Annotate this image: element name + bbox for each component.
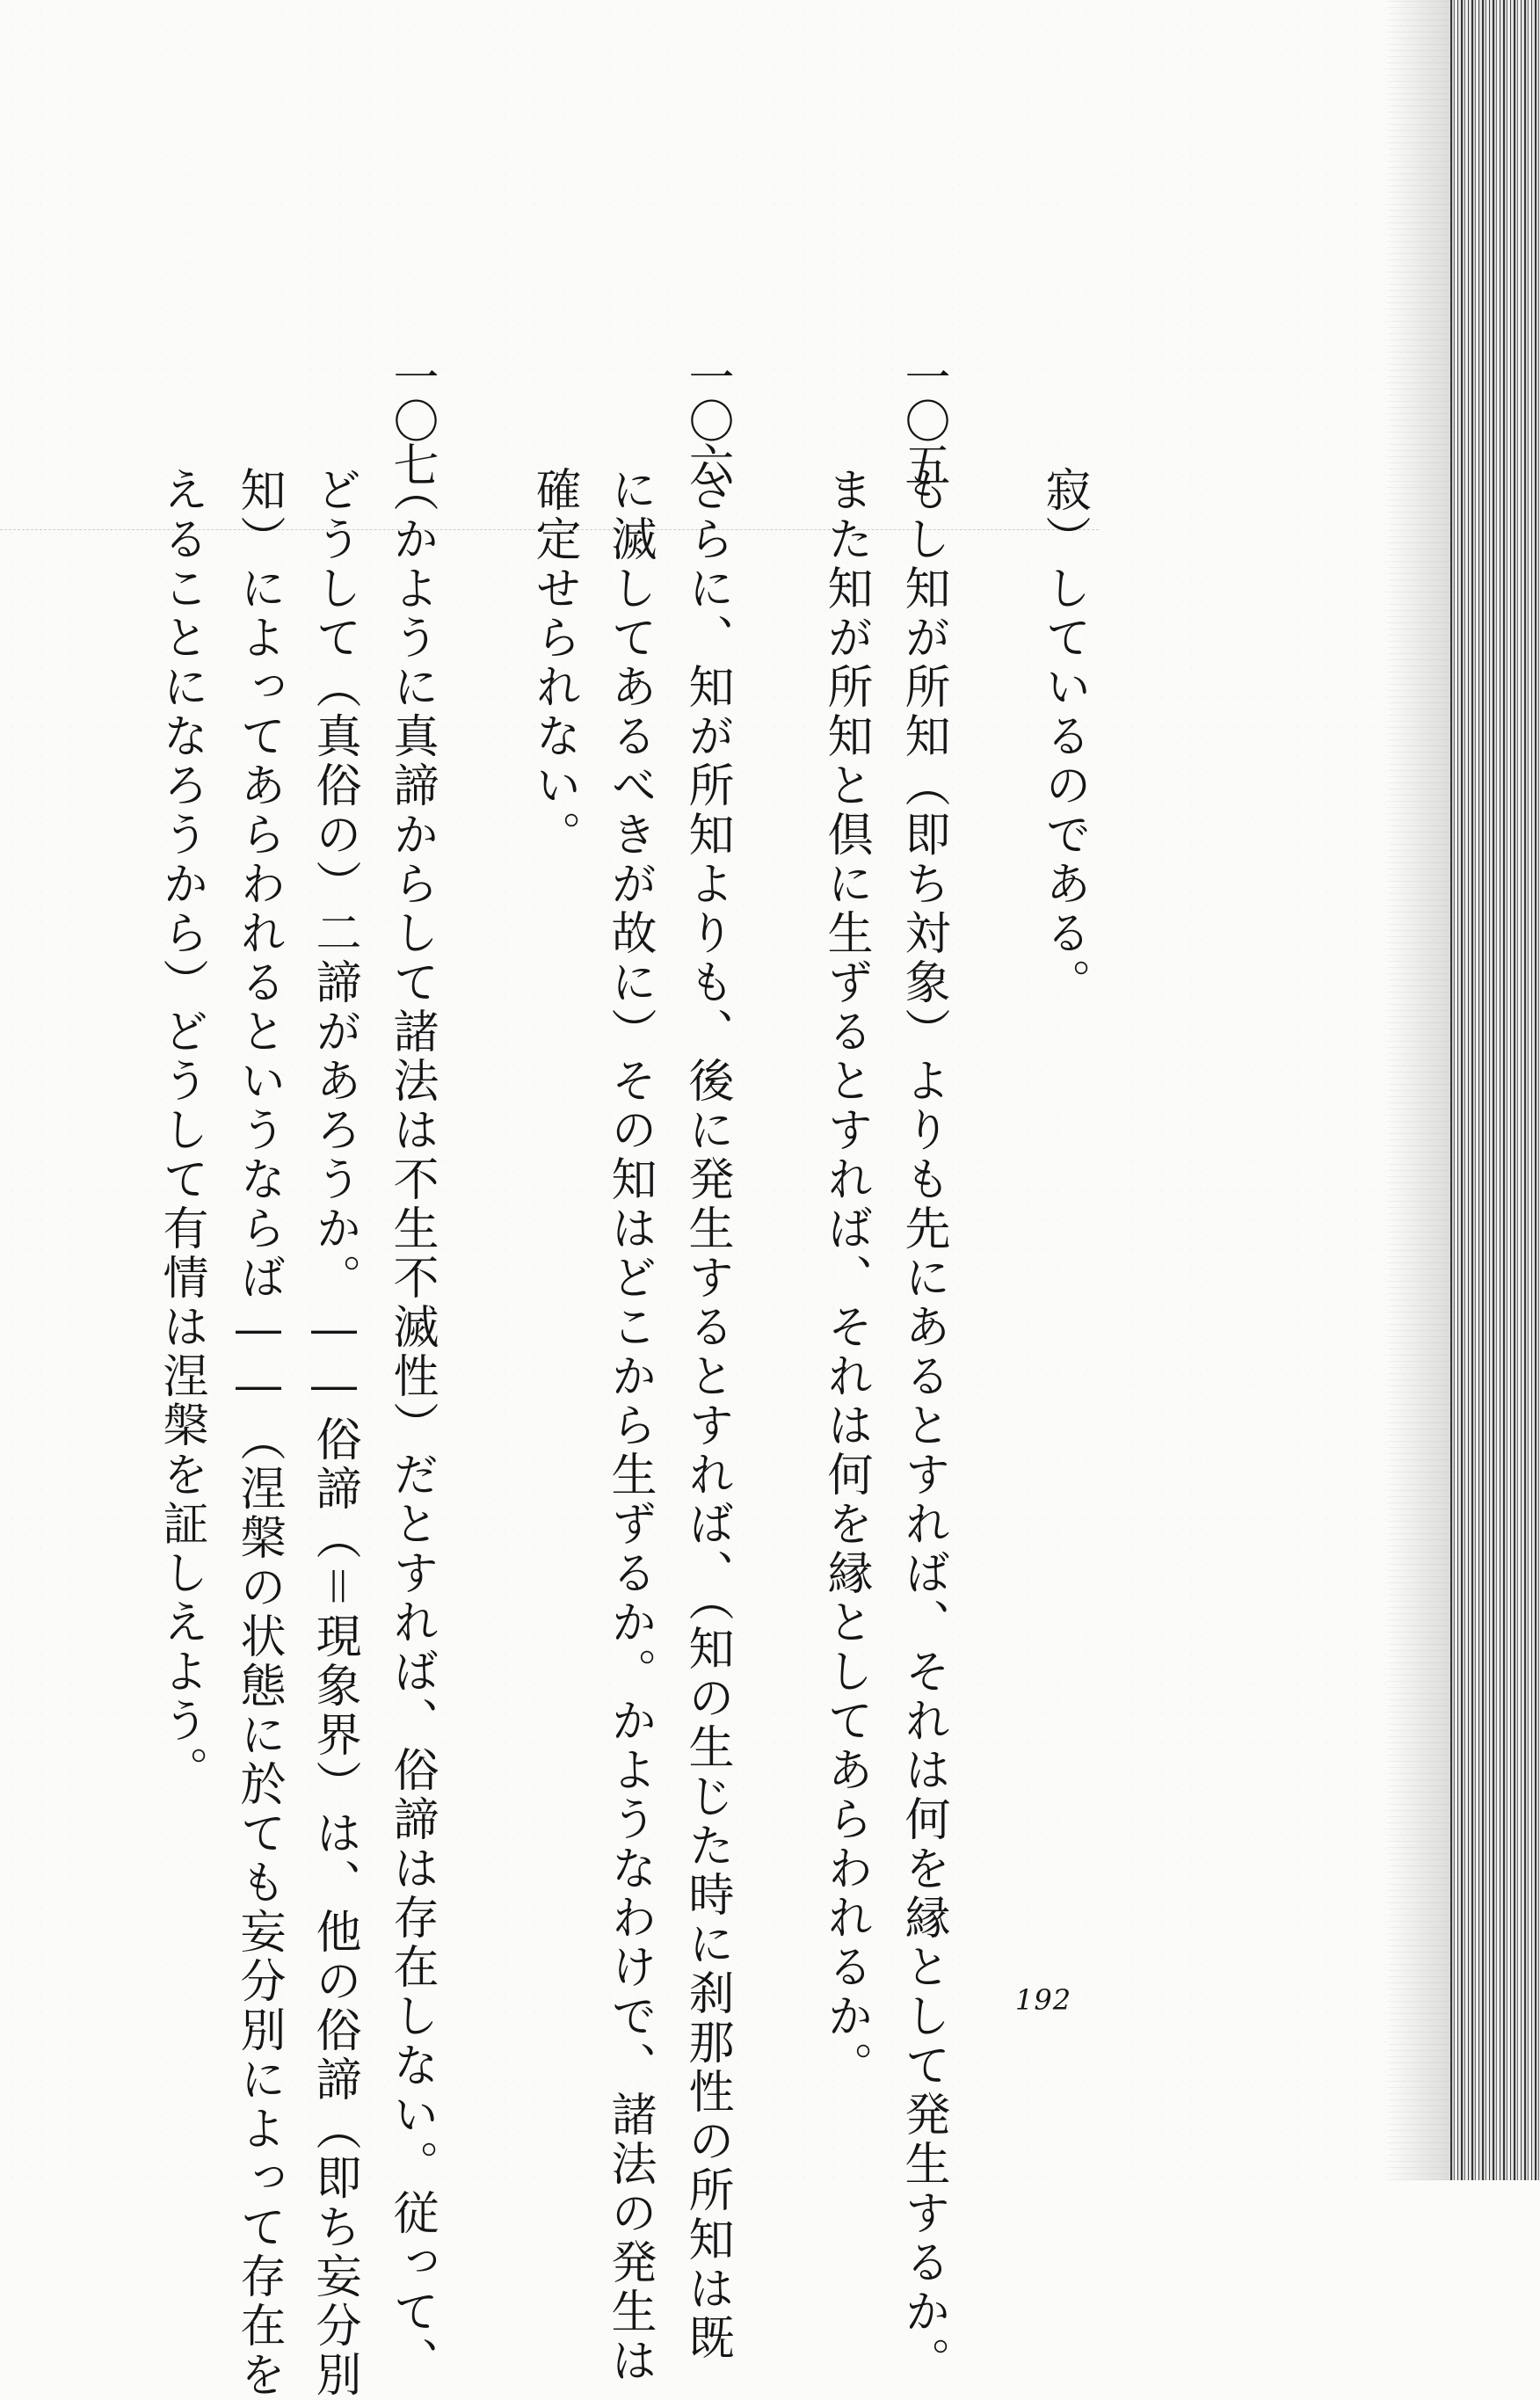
text-line-8: どうして（真俗の）二諦があろうか。――俗諦（＝現象界）は、他の俗諦（即ち妄分別 [308, 466, 360, 2400]
page-number: 192 [1015, 1983, 1072, 2017]
text-line-4: さらに、知が所知よりも、後に発生するとすれば、（知の生じた時に刹那性の所知は既 [680, 466, 733, 2363]
text-line-5: に滅してあるべきが故に）その知はどこから生ずるか。かようなわけで、諸法の発生は [603, 466, 656, 2386]
note-number-106: 一〇六 [680, 353, 733, 485]
text-line-2: もし知が所知（即ち対象）よりも先にあるとすれば、それは何を縁として発生するか。 [897, 466, 949, 2386]
text-line-7: （かように真諦からして諸法は不生不滅性）だとすれば、俗諦は存在しない。従って、 [385, 466, 438, 2386]
book-edge-shadow [1450, 0, 1540, 2180]
note-number-107: 一〇七 [385, 353, 438, 485]
text-line-6: 確定せられない。 [527, 466, 580, 860]
note-number-105: 一〇五 [897, 353, 949, 485]
text-line-3: また知が所知と倶に生ずるとすれば、それは何を縁としてあらわれるか。 [819, 466, 872, 2091]
text-line-9: 知）によってあらわれるというならば――（涅槃の状態に於ても妄分別によって存在を [232, 466, 285, 2400]
text-line-10: えることになろうから）どうして有情は涅槃を証しえよう。 [155, 466, 207, 1795]
text-line-1: 寂）しているのである。 [1037, 466, 1090, 1007]
